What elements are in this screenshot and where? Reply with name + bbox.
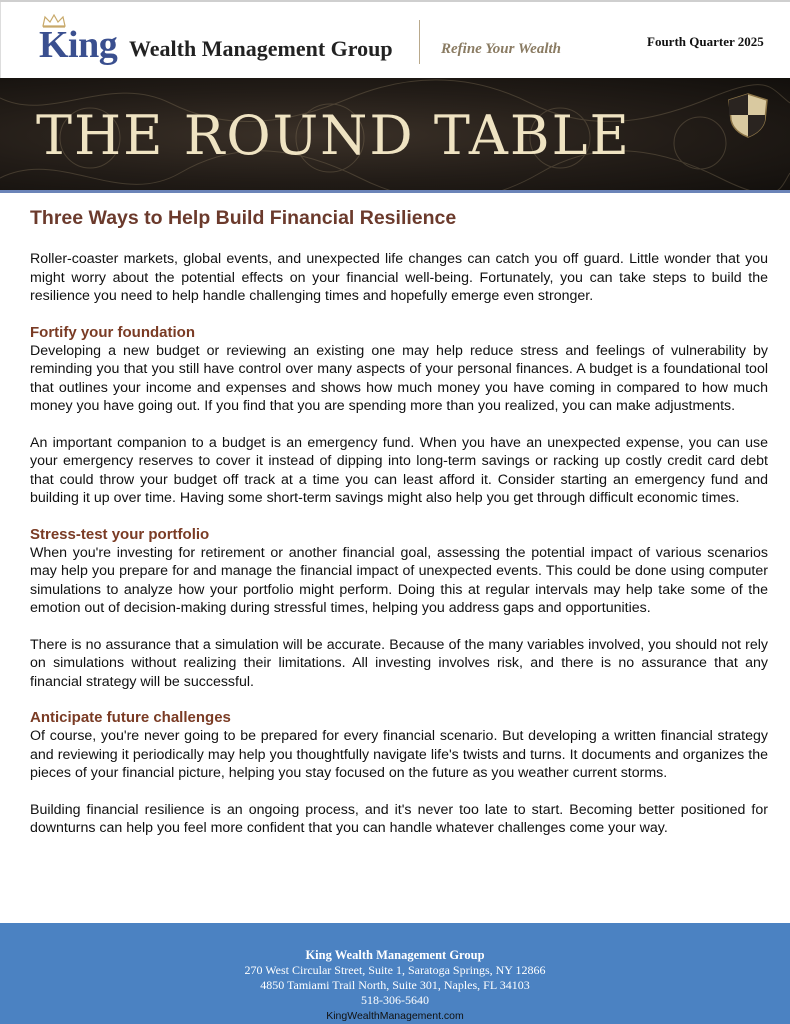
- logo-king: King: [39, 24, 118, 66]
- banner-underline: [0, 190, 790, 193]
- masthead-banner: [0, 78, 790, 193]
- section-paragraph: Building financial resilience is an ongoing process, and it's never too late to start. Becoming better positioned for downturns can help you feel more confident that you can handle whatever challenges come your way.: [30, 801, 768, 836]
- shield-icon: [726, 92, 770, 138]
- newsletter-header: [0, 2, 790, 78]
- section-paragraph: There is no assurance that a simulation will be accurate. Because of the many variables involved, you should not rely on simulations without realizing their limitations. All investing involves risk, and there is no assurance that any financial strategy will be successful.: [30, 636, 768, 690]
- article: [30, 207, 768, 838]
- footer-address-2: 4850 Tamiami Trail North, Suite 301, Naples, FL 34103: [260, 978, 530, 992]
- contact-footer: [0, 923, 790, 1024]
- footer-address-1: 270 West Circular Street, Suite 1, Saratoga Springs, NY 12866: [244, 963, 546, 977]
- footer-phone: 518-306-5640: [361, 993, 429, 1007]
- section-paragraph: When you're investing for retirement or another financial goal, assessing the potential impact of various scenarios may help you prepare for and manage the financial impact of unexpected events. This could be done using computer simulations to analyze how your portfolio might perform. Doing this at regular intervals may help take some of the emotion out of decision-making during stressful times, helping you address gaps and opportunities.: [30, 544, 768, 616]
- section-heading-challenges: Anticipate future challenges: [30, 709, 231, 726]
- footer-company-name: King Wealth Management Group: [305, 948, 485, 962]
- section-paragraph: An important companion to a budget is an emergency fund. When you have an unexpected expense, you can use your emergency reserves to cover it instead of dipping into long-term savings or racking up costly credit card debt that could throw your budget off track at a time you can least afford it. Consider starting an emergency fund and building it up over time. Having some short-term savings might also help you get through difficult economic times.: [30, 434, 768, 506]
- section-paragraph: Developing a new budget or reviewing an existing one may help reduce stress and feelings of vulnerability by reminding you that you still have control over many aspects of your personal finances. A budget is a foundational tool that outlines your income and expenses and shows how much money you have coming in compared to how much money you have going out. If you find that you are spending more than you realized, you can make adjustments.: [30, 342, 768, 414]
- logo-divider: [419, 20, 420, 64]
- article-title: Three Ways to Help Build Financial Resilience: [30, 207, 457, 229]
- footer-website-link[interactable]: KingWealthManagement.com: [326, 1010, 464, 1022]
- section-heading-foundation: Fortify your foundation: [30, 323, 195, 341]
- article-intro: Roller-coaster markets, global events, and unexpected life changes can catch you off guard. Little wonder that you might worry about the potential effects on your financial well-being. Fortunately, you can take steps to build the resilience you need to help handle challenging times and hopefully emerge even stronger.: [30, 251, 768, 304]
- newsletter-title: THE ROUND TABLE: [36, 104, 631, 167]
- issue-date: Fourth Quarter 2025: [647, 34, 764, 49]
- section-paragraph: Of course, you're never going to be prepared for every financial scenario. But developing a written financial strategy and reviewing it periodically may help you thoughtfully navigate life's twists and turns. It documents and organizes the pieces of your financial picture, helping you stay focused on the future as you weather current storms.: [30, 728, 768, 781]
- logo-company-name: Wealth Management Group: [129, 36, 393, 61]
- tagline: Refine Your Wealth: [441, 41, 562, 57]
- section-heading-portfolio: Stress-test your portfolio: [30, 525, 210, 543]
